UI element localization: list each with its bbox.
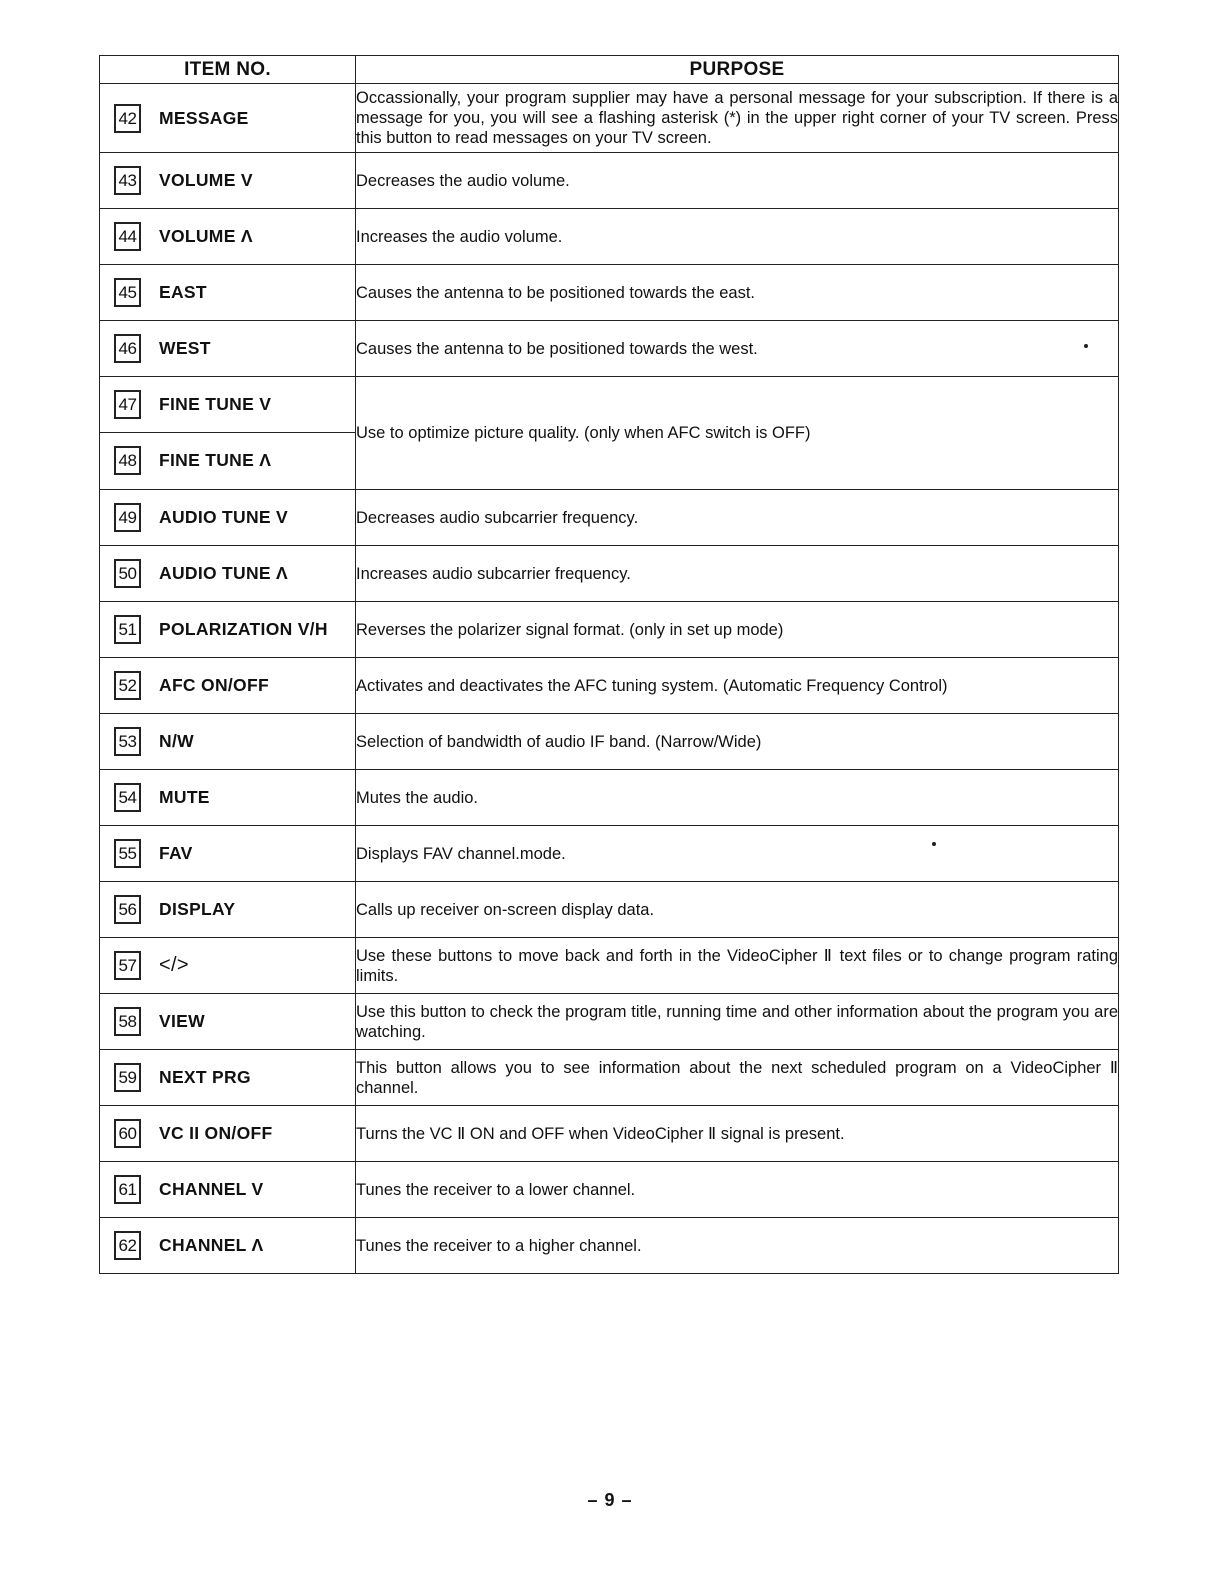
table-row-53: [100, 714, 1119, 770]
item-cell: [100, 1218, 356, 1274]
item-name: AUDIO TUNE V: [159, 507, 289, 527]
purpose-cell: Occassionally, your program supplier may have a personal message for your subscription. If there is a message for you, you will see a flashing asterisk (*) in the upper right corner of your TV screen. Press this button to read messages on your TV screen.: [356, 84, 1119, 153]
item-name: WEST: [159, 338, 211, 358]
scan-speck: [932, 842, 936, 846]
sub-item-48: [100, 433, 355, 488]
table-row-60: [100, 1106, 1119, 1162]
table-row-59: [100, 1050, 1119, 1106]
item-name: MESSAGE: [159, 107, 249, 128]
purpose-cell: This button allows you to see information about the next scheduled program on a VideoCipher Ⅱ channel.: [356, 1050, 1119, 1106]
item-number: 61: [114, 1175, 141, 1204]
purpose-cell: Displays FAV channel.mode.: [356, 826, 1119, 882]
item-number: 56: [114, 895, 141, 924]
table-header-row: [100, 56, 1119, 84]
table-row-54: [100, 770, 1119, 826]
item-number: 42: [114, 104, 141, 133]
item-number: 52: [114, 671, 141, 700]
item-name: AFC ON/OFF: [159, 675, 269, 695]
item-name: VOLUME Λ: [159, 226, 253, 246]
purpose-cell: Causes the antenna to be positioned towards the west.: [356, 321, 1119, 377]
item-number: 51: [114, 615, 141, 644]
purpose-cell: Use this button to check the program title, running time and other information about the program you are watching.: [356, 994, 1119, 1050]
purpose-cell: Decreases audio subcarrier frequency.: [356, 490, 1119, 546]
table-row-62: [100, 1218, 1119, 1274]
item-number: 45: [114, 278, 141, 307]
purpose-cell: Decreases the audio volume.: [356, 153, 1119, 209]
purpose-cell: Mutes the audio.: [356, 770, 1119, 826]
item-cell: [100, 265, 356, 321]
header-item-no: ITEM NO.: [100, 56, 356, 84]
item-name: FINE TUNE V: [159, 394, 272, 414]
item-name: N/W: [159, 731, 194, 751]
item-number: 53: [114, 727, 141, 756]
item-number: 60: [114, 1119, 141, 1148]
item-name: VC II ON/OFF: [159, 1123, 273, 1143]
purpose-cell: Calls up receiver on-screen display data.: [356, 882, 1119, 938]
table-row-43: [100, 153, 1119, 209]
item-cell: [100, 938, 356, 994]
item-name: VIEW: [159, 1011, 205, 1031]
purpose-cell: Use these buttons to move back and forth in the VideoCipher Ⅱ text files or to change program rating limits.: [356, 938, 1119, 994]
page-number: – 9 –: [587, 1490, 633, 1510]
table-row-49: [100, 490, 1119, 546]
item-cell: [100, 1106, 356, 1162]
item-name: EAST: [159, 282, 207, 302]
table-row-44: [100, 209, 1119, 265]
purpose-cell: Tunes the receiver to a lower channel.: [356, 1162, 1119, 1218]
item-cell: [100, 153, 356, 209]
item-name: VOLUME V: [159, 170, 253, 190]
item-cell: [100, 658, 356, 714]
item-cell: [100, 994, 356, 1050]
item-name: DISPLAY: [159, 899, 236, 919]
table-row-52: [100, 658, 1119, 714]
item-name: POLARIZATION V/H: [159, 619, 328, 639]
table-row-50: [100, 546, 1119, 602]
item-cell: [100, 209, 356, 265]
item-number: 54: [114, 783, 141, 812]
item-cell: [100, 1050, 356, 1106]
table-row-57: [100, 938, 1119, 994]
item-name: FINE TUNE Λ: [159, 450, 272, 470]
item-number: 57: [114, 951, 141, 980]
button-function-table: [99, 55, 1119, 1274]
purpose-cell: Causes the antenna to be positioned towards the east.: [356, 265, 1119, 321]
table-row-58: [100, 994, 1119, 1050]
item-number: 55: [114, 839, 141, 868]
purpose-cell: Activates and deactivates the AFC tuning system. (Automatic Frequency Control): [356, 658, 1119, 714]
item-name: CHANNEL V: [159, 1179, 264, 1199]
table-row-61: [100, 1162, 1119, 1218]
scan-speck: [1084, 344, 1088, 348]
item-number: 59: [114, 1063, 141, 1092]
item-cell-split: [100, 377, 356, 490]
purpose-cell: Turns the VC Ⅱ ON and OFF when VideoCipher Ⅱ signal is present.: [356, 1106, 1119, 1162]
header-purpose: PURPOSE: [356, 56, 1119, 84]
table-row-55: [100, 826, 1119, 882]
item-number: 49: [114, 503, 141, 532]
purpose-cell: Selection of bandwidth of audio IF band. (Narrow/Wide): [356, 714, 1119, 770]
item-number: 62: [114, 1231, 141, 1260]
table-row-51: [100, 602, 1119, 658]
item-name: MUTE: [159, 787, 210, 807]
purpose-cell: Use to optimize picture quality. (only when AFC switch is OFF): [356, 377, 1119, 490]
item-number: 46: [114, 334, 141, 363]
table-row-56: [100, 882, 1119, 938]
item-name: </>: [159, 954, 189, 976]
item-name: FAV: [159, 843, 193, 863]
item-number: 48: [114, 446, 141, 475]
purpose-cell: Reverses the polarizer signal format. (only in set up mode): [356, 602, 1119, 658]
table-row-46: [100, 321, 1119, 377]
item-number: 47: [114, 390, 141, 419]
item-name: CHANNEL Λ: [159, 1235, 264, 1255]
sub-item-47: [100, 377, 355, 433]
item-number: 44: [114, 222, 141, 251]
item-cell: [100, 714, 356, 770]
item-cell: [100, 321, 356, 377]
item-cell: [100, 490, 356, 546]
item-number: 50: [114, 559, 141, 588]
item-cell: [100, 882, 356, 938]
item-cell: [100, 546, 356, 602]
item-cell: [100, 84, 356, 153]
item-cell: [100, 826, 356, 882]
purpose-cell: Increases audio subcarrier frequency.: [356, 546, 1119, 602]
table-row-45: [100, 265, 1119, 321]
purpose-cell: Increases the audio volume.: [356, 209, 1119, 265]
table-row-47-48: [100, 377, 1119, 490]
item-number: 43: [114, 166, 141, 195]
purpose-cell: Tunes the receiver to a higher channel.: [356, 1218, 1119, 1274]
item-cell: [100, 770, 356, 826]
table-row-42: [100, 84, 1119, 153]
item-name: NEXT PRG: [159, 1067, 251, 1087]
item-number: 58: [114, 1007, 141, 1036]
item-name: AUDIO TUNE Λ: [159, 563, 289, 583]
item-cell: [100, 1162, 356, 1218]
item-cell: [100, 602, 356, 658]
